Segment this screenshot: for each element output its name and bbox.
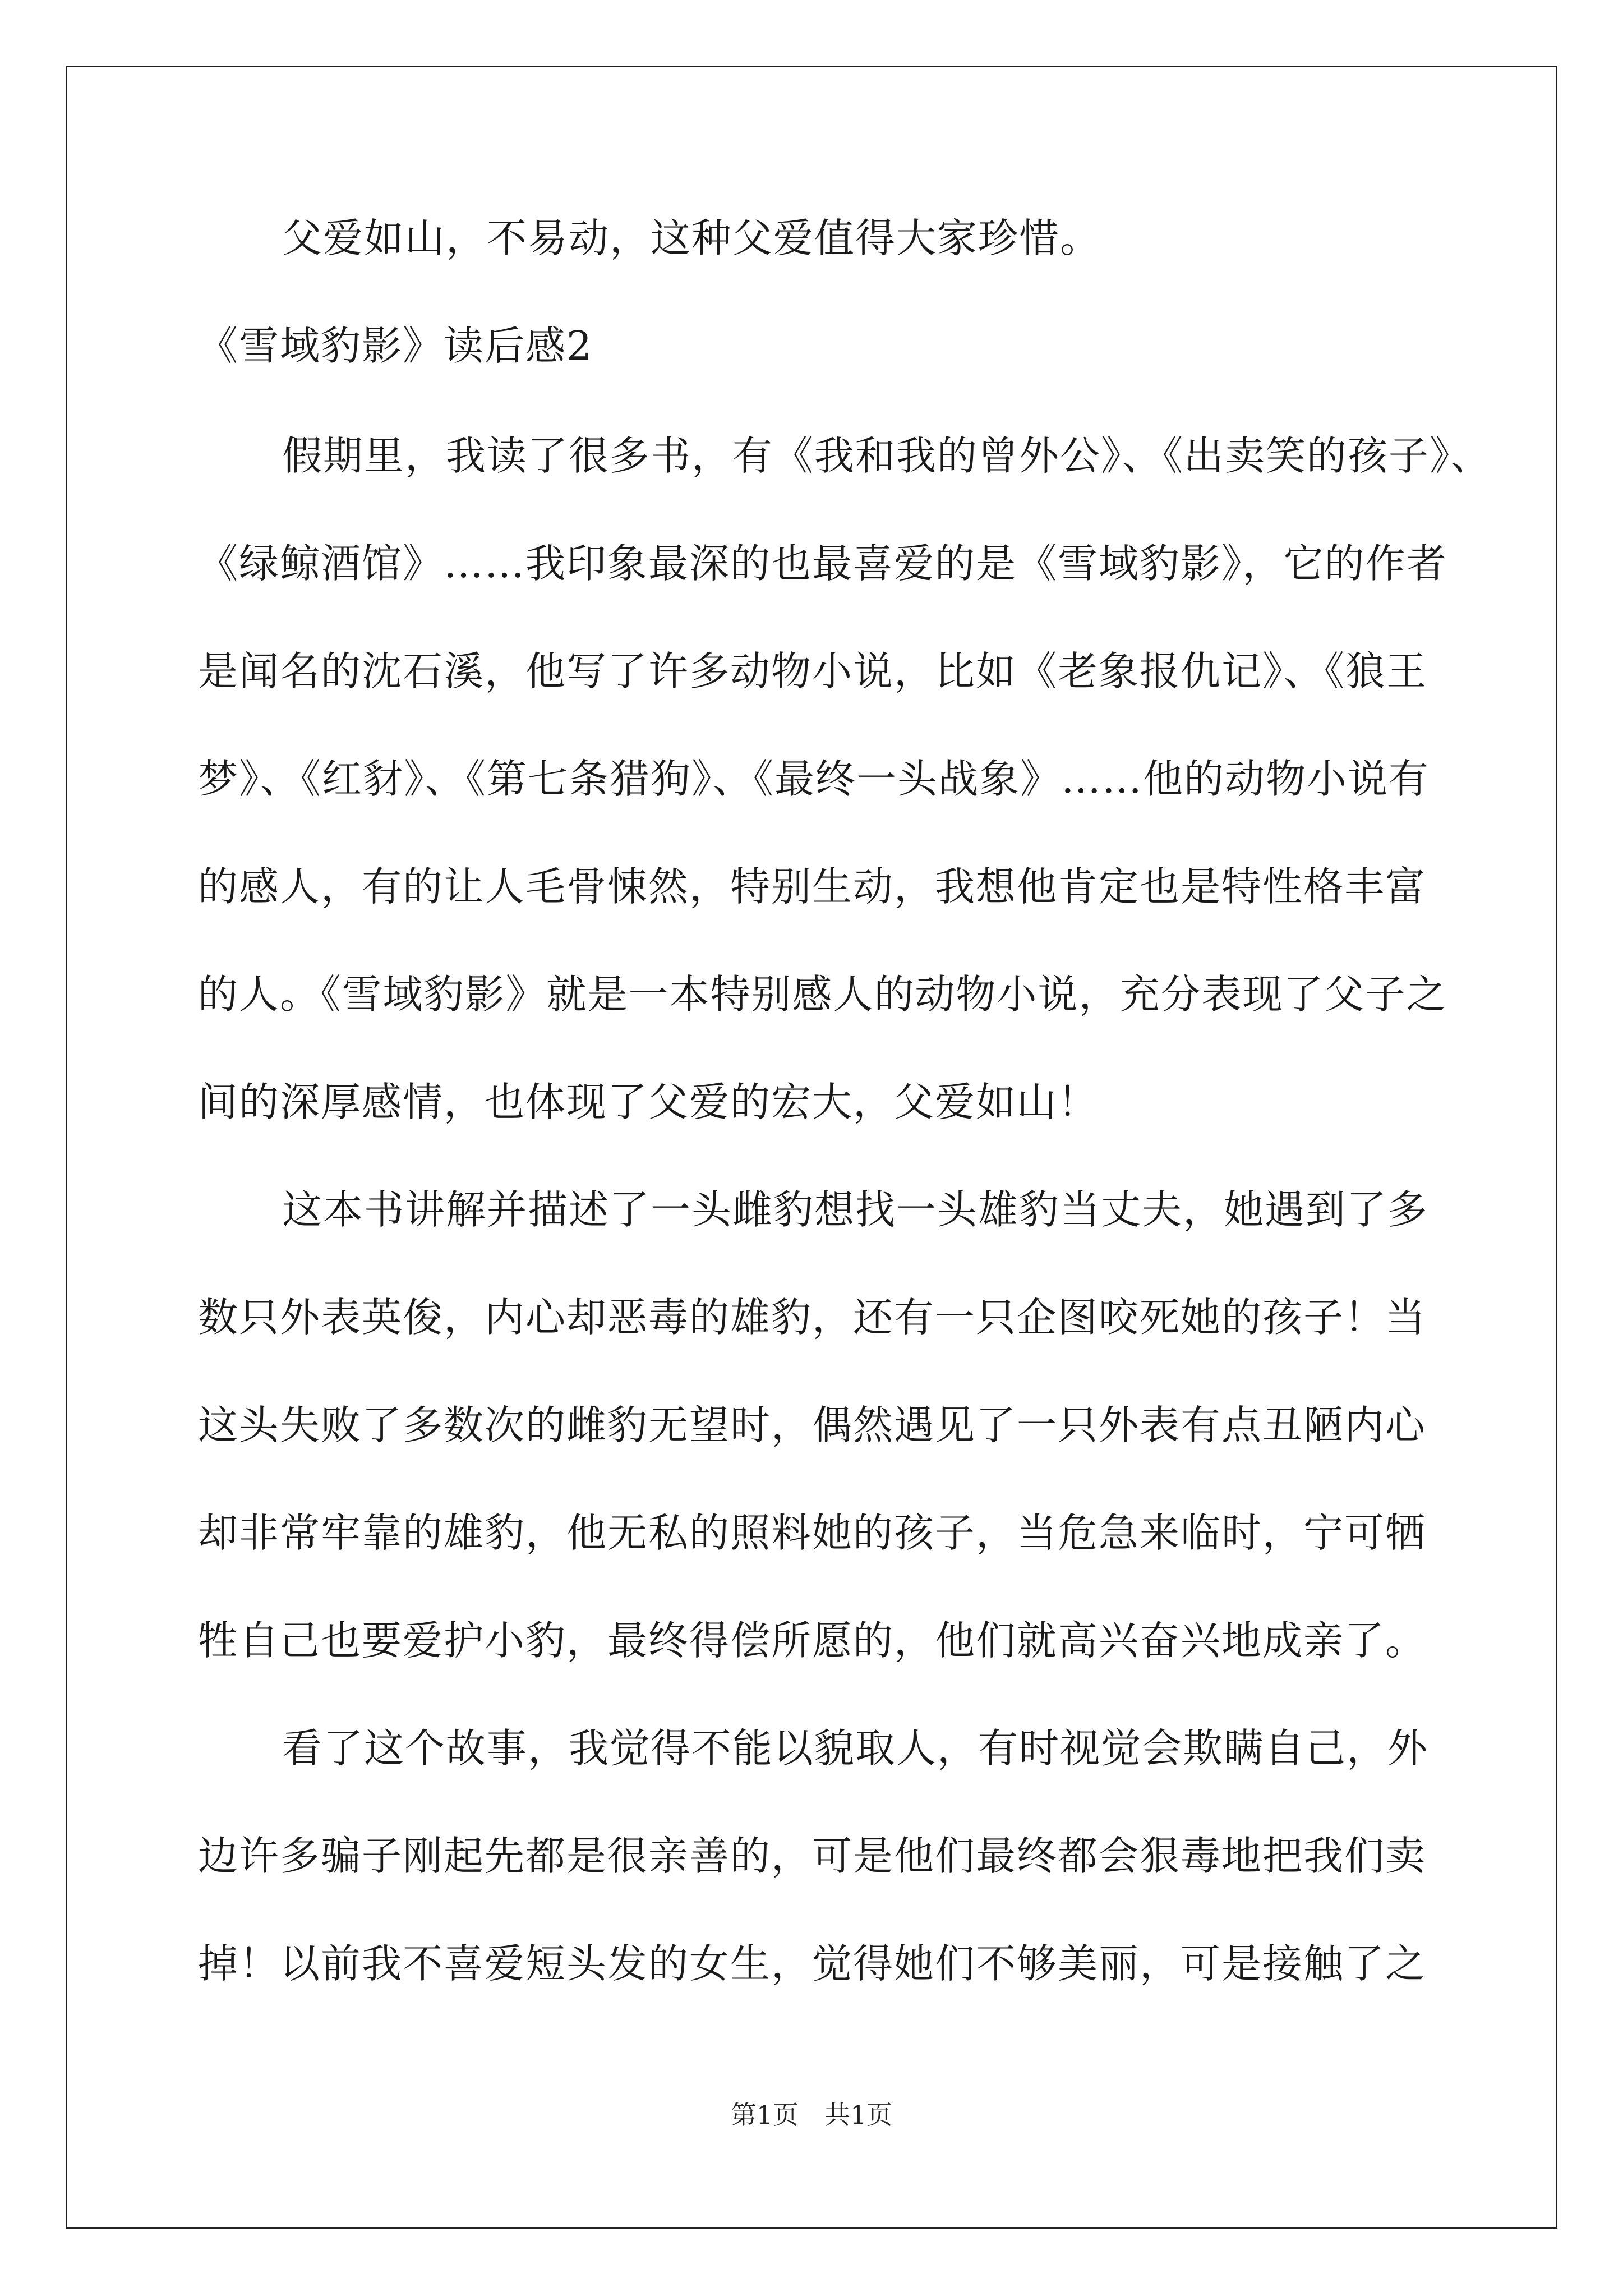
text-line: 看了这个故事，我觉得不能以貌取人，有时视觉会欺瞒自己，外 xyxy=(282,1725,1429,1772)
text-line: 却非常牢靠的雄豹，他无私的照料她的孩子，当危急来临时，宁可牺 xyxy=(198,1510,1427,1556)
text-line: 这头失败了多数次的雌豹无望时，偶然遇见了一只外表有点丑陋内心 xyxy=(198,1402,1427,1448)
text-line: 父爱如山，不易动，这种父爱值得大家珍惜。 xyxy=(282,215,1101,261)
text-line: 是闻名的沈石溪，他写了许多动物小说，比如《老象报仇记》、《狼王 xyxy=(198,648,1428,694)
text-line: 数只外表英俊，内心却恶毒的雄豹，还有一只企图咬死她的孩子！当 xyxy=(198,1294,1427,1341)
text-line: 的人。《雪域豹影》就是一本特别感人的动物小说，充分表现了父子之 xyxy=(198,971,1447,1018)
text-line: 梦》、《红豺》、《第七条猎狗》、《最终一头战象》……他的动物小说有 xyxy=(198,756,1430,802)
text-line: 掉！以前我不喜爱短头发的女生，觉得她们不够美丽，可是接触了之 xyxy=(198,1940,1427,1987)
page-number-footer: 第1页 共1页 xyxy=(730,2100,893,2130)
text-line: 《绿鲸酒馆》……我印象最深的也最喜爱的是《雪域豹影》，它的作者 xyxy=(198,540,1447,587)
section-heading: 《雪域豹影》读后感2 xyxy=(198,323,593,369)
text-line: 牲自己也要爱护小豹，最终得偿所愿的，他们就高兴奋兴地成亲了。 xyxy=(198,1617,1427,1664)
page-border xyxy=(66,66,1557,2229)
text-line: 间的深厚感情，也体现了父爱的宏大，父爱如山！ xyxy=(198,1079,1099,1125)
text-line: 边许多骗子刚起先都是很亲善的，可是他们最终都会狠毒地把我们卖 xyxy=(198,1833,1427,1879)
text-line: 这本书讲解并描述了一头雌豹想找一头雄豹当丈夫，她遇到了多 xyxy=(282,1186,1429,1233)
text-line: 假期里，我读了很多书，有《我和我的曾外公》、《出卖笑的孩子》、 xyxy=(282,432,1492,479)
text-line: 的感人，有的让人毛骨悚然，特别生动，我想他肯定也是特性格丰富 xyxy=(198,863,1427,910)
